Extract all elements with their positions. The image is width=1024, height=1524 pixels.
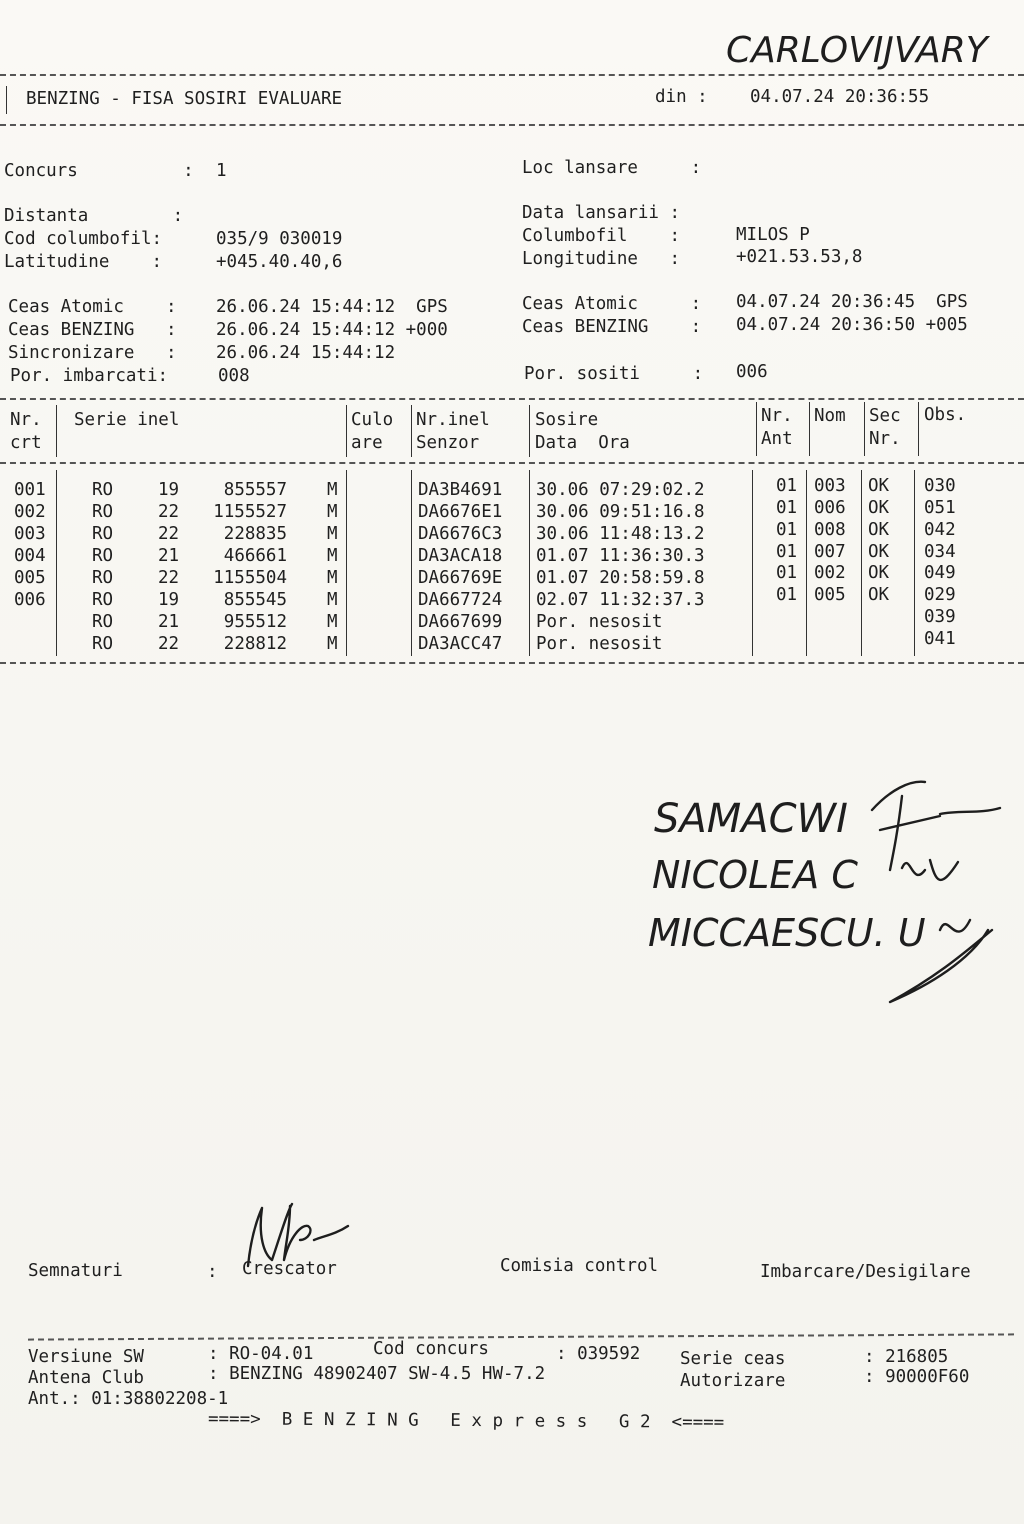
cell-ring-number: 855557 — [223, 480, 287, 500]
distanta-label: Distanta : — [4, 206, 184, 226]
cell-nr-crt: 006 — [14, 590, 46, 610]
cell-antenna: 01 — [776, 497, 798, 518]
cell-ring-number: 228835 — [223, 524, 287, 544]
header-nr-ant-1: Nr. — [761, 406, 793, 426]
cell-sex: M — [327, 480, 338, 500]
cell-sex: M — [327, 634, 338, 654]
cell-country: RO — [92, 568, 114, 588]
ceas-benzing-left-value: 26.06.24 15:44:12 +000 — [216, 320, 448, 340]
cell-nom: 003 — [814, 476, 846, 496]
cell-country: RO — [92, 612, 114, 632]
cell-obs: 041 — [924, 628, 956, 649]
cell-nom: 005 — [814, 585, 846, 606]
por-sositi-value: 006 — [736, 362, 768, 382]
column-separator — [529, 470, 530, 656]
cod-concurs-value: : 039592 — [556, 1344, 641, 1364]
ceas-atomic-left-value: 26.06.24 15:44:12 GPS — [216, 297, 448, 317]
longitudine-value: +021.53.53,8 — [736, 247, 863, 267]
cell-year: 21 — [158, 546, 180, 566]
autorizare-value: : 90000F60 — [864, 1367, 970, 1387]
cell-country: RO — [92, 546, 114, 566]
header-sosire-2: Data Ora — [535, 433, 630, 453]
cell-arrival-time: 01.07 20:58:59.8 — [536, 568, 705, 588]
cell-sensor-ring: DA3B4691 — [418, 480, 503, 500]
cell-arrival-time: Por. nesosit — [536, 612, 663, 632]
column-separator — [864, 402, 865, 456]
cell-year: 22 — [158, 634, 180, 654]
cell-ring-number: 466661 — [223, 546, 287, 566]
versiune-label: Versiune SW — [28, 1347, 144, 1367]
concurs-value: 1 — [216, 161, 227, 181]
ceas-benzing-right-value: 04.07.24 20:36:50 +005 — [736, 315, 968, 335]
column-separator — [529, 405, 530, 457]
cell-obs: 029 — [924, 585, 956, 606]
cell-year: 19 — [158, 480, 180, 500]
concurs-label: Concurs : — [4, 161, 194, 181]
column-separator — [346, 405, 347, 457]
column-separator — [346, 470, 347, 656]
handwritten-names — [640, 770, 1024, 1010]
ant-line: Ant.: 01:38802208-1 — [28, 1389, 229, 1409]
cell-obs: 049 — [924, 563, 956, 584]
cell-arrival-time: 30.06 09:51:16.8 — [536, 502, 705, 522]
cell-sec: OK — [868, 585, 890, 606]
serie-ceas-label: Serie ceas — [680, 1349, 786, 1369]
column-separator — [752, 470, 753, 656]
column-separator — [861, 470, 862, 656]
cell-ring-number: 855545 — [223, 590, 287, 610]
cod-columbofil-value: 035/9 030019 — [216, 229, 343, 249]
cell-country: RO — [92, 634, 114, 654]
header-nr-inel-2: Senzor — [416, 433, 480, 453]
columbofil-value: MILOS P — [736, 225, 810, 245]
column-separator — [809, 402, 810, 456]
column-separator — [411, 470, 412, 656]
ceas-atomic-left-label: Ceas Atomic : — [8, 297, 177, 317]
cell-obs: 034 — [924, 541, 956, 562]
din-value: 04.07.24 20:36:55 — [750, 87, 930, 107]
cell-country: RO — [92, 480, 114, 500]
divider — [0, 124, 1024, 126]
table-bottom-border — [0, 662, 1024, 664]
longitudine-label: Longitudine : — [522, 249, 681, 269]
cell-arrival-time: 02.07 11:32:37.3 — [536, 590, 705, 610]
handwritten-name: NICOLEA C — [652, 853, 858, 897]
serie-ceas-value: : 216805 — [864, 1347, 949, 1367]
ceas-benzing-right-label: Ceas BENZING : — [522, 317, 702, 337]
ceas-benzing-left-label: Ceas BENZING : — [8, 320, 177, 340]
cell-antenna: 01 — [776, 541, 798, 562]
cell-nom: 002 — [814, 563, 846, 584]
cell-ring-number: 228812 — [223, 634, 287, 654]
cell-sec: OK — [868, 563, 890, 584]
cell-sex: M — [327, 590, 338, 610]
benzing-express-banner: ====> B E N Z I N G E x p r e s s G 2 <==== — [207, 1409, 725, 1433]
cell-arrival-time: 30.06 07:29:02.2 — [536, 480, 705, 500]
header-sec-1: Sec — [869, 406, 901, 426]
data-lansarii-label: Data lansarii : — [522, 203, 681, 223]
cell-obs: 030 — [924, 476, 956, 496]
comisia-control-label: Comisia control — [500, 1256, 659, 1276]
cell-obs: 042 — [924, 519, 956, 540]
cell-arrival-time: Por. nesosit — [536, 634, 663, 654]
sincronizare-label: Sincronizare : — [8, 343, 177, 363]
cell-arrival-time: 01.07 11:36:30.3 — [536, 546, 705, 566]
cell-year: 22 — [158, 568, 180, 588]
cell-nom: 007 — [814, 541, 846, 562]
cell-obs: 039 — [924, 607, 956, 628]
semnaturi-label: Semnaturi — [28, 1261, 123, 1281]
header-sec-2: Nr. — [869, 429, 901, 449]
antena-label: Antena Club — [28, 1368, 144, 1388]
cell-sensor-ring: DA667724 — [418, 590, 503, 610]
cell-sex: M — [327, 546, 338, 566]
column-separator — [56, 470, 57, 656]
handwritten-name: SAMACWI — [654, 796, 848, 842]
header-serie-inel: Serie inel — [74, 410, 180, 430]
cell-country: RO — [92, 502, 114, 522]
cell-year: 22 — [158, 502, 180, 522]
header-obs: Obs. — [924, 405, 967, 425]
column-separator — [756, 402, 757, 456]
column-separator — [914, 470, 915, 656]
columbofil-label: Columbofil : — [522, 226, 681, 246]
cell-sensor-ring: DA667699 — [418, 612, 503, 632]
cell-sensor-ring: DA6676C3 — [418, 524, 503, 544]
cod-columbofil-label: Cod columbofil: — [4, 229, 163, 249]
cell-sec: OK — [868, 497, 890, 518]
ceas-atomic-right-value: 04.07.24 20:36:45 GPS — [736, 292, 968, 312]
por-imbarcati-label: Por. imbarcati: — [10, 366, 169, 386]
cell-nom: 008 — [814, 519, 846, 540]
cell-sensor-ring: DA66769E — [418, 568, 503, 588]
cell-sensor-ring: DA6676E1 — [418, 502, 503, 522]
cell-sec: OK — [868, 519, 890, 540]
cell-sex: M — [327, 612, 338, 632]
divider — [0, 74, 1024, 76]
latitudine-label: Latitudine : — [4, 252, 163, 272]
column-separator — [411, 405, 412, 457]
cell-antenna: 01 — [776, 519, 798, 540]
column-separator — [918, 402, 919, 456]
header-nr-crt-2: crt — [10, 433, 42, 453]
cell-nom: 006 — [814, 497, 846, 518]
handwritten-location-text: CARLOVIJVARY — [726, 30, 988, 71]
header-nr-crt-1: Nr. — [10, 410, 42, 430]
cell-sex: M — [327, 524, 338, 544]
cell-sensor-ring: DA3ACA18 — [418, 546, 503, 566]
cod-concurs-label: Cod concurs — [373, 1339, 489, 1359]
signature-stroke — [902, 860, 958, 880]
cell-nr-crt: 002 — [14, 502, 46, 522]
report-title: BENZING - FISA SOSIRI EVALUARE — [26, 89, 343, 109]
header-nr-inel-1: Nr.inel — [416, 410, 490, 430]
cell-sec: OK — [868, 541, 890, 562]
cell-arrival-time: 30.06 11:48:13.2 — [536, 524, 705, 544]
header-nom: Nom — [814, 406, 846, 426]
imbarcare-label: Imbarcare/Desigilare — [760, 1262, 971, 1282]
sincronizare-value: 26.06.24 15:44:12 — [216, 343, 396, 363]
header-sosire-1: Sosire — [535, 410, 599, 430]
divider — [6, 86, 7, 114]
por-imbarcati-value: 008 — [218, 366, 250, 386]
table-top-border — [0, 398, 1024, 400]
column-separator — [56, 405, 57, 457]
cell-antenna: 01 — [776, 563, 798, 584]
cell-country: RO — [92, 524, 114, 544]
versiune-value: : RO-04.01 — [208, 1344, 314, 1364]
cell-antenna: 01 — [776, 585, 798, 606]
cell-nr-crt: 003 — [14, 524, 46, 544]
cell-nr-crt: 001 — [14, 480, 46, 500]
cell-year: 22 — [158, 524, 180, 544]
cell-sec: OK — [868, 476, 890, 496]
header-culoare-2: are — [351, 433, 383, 453]
semnaturi-colon: : — [207, 1262, 218, 1282]
handwritten-location — [720, 18, 1010, 78]
cell-sex: M — [327, 502, 338, 522]
divider — [28, 1333, 1014, 1340]
cell-nr-crt: 005 — [14, 568, 46, 588]
din-label: din : — [655, 87, 708, 107]
cell-antenna: 01 — [776, 476, 798, 496]
cell-year: 19 — [158, 590, 180, 610]
column-separator — [806, 470, 807, 656]
ceas-atomic-right-label: Ceas Atomic : — [522, 294, 702, 314]
cell-sex: M — [327, 568, 338, 588]
signature-stroke — [872, 782, 1000, 870]
cell-ring-number: 1155504 — [213, 568, 287, 588]
table-header-border — [0, 462, 1024, 464]
por-sositi-label: Por. sositi : — [524, 364, 704, 384]
cell-sensor-ring: DA3ACC47 — [418, 634, 503, 654]
cell-ring-number: 955512 — [223, 612, 287, 632]
antena-value: : BENZING 48902407 SW-4.5 HW-7.2 — [208, 1364, 546, 1384]
cell-obs: 051 — [924, 497, 956, 518]
latitudine-value: +045.40.40,6 — [216, 252, 343, 272]
handwritten-name: MICCAESCU. U — [648, 911, 926, 955]
cell-year: 21 — [158, 612, 180, 632]
loc-lansare-label: Loc lansare : — [522, 158, 702, 178]
crescator-label: Crescator — [242, 1259, 337, 1279]
header-culoare-1: Culo — [351, 410, 394, 430]
autorizare-label: Autorizare — [680, 1371, 786, 1391]
cell-ring-number: 1155527 — [213, 502, 287, 522]
cell-country: RO — [92, 590, 114, 610]
cell-nr-crt: 004 — [14, 546, 46, 566]
header-nr-ant-2: Ant — [761, 429, 793, 449]
